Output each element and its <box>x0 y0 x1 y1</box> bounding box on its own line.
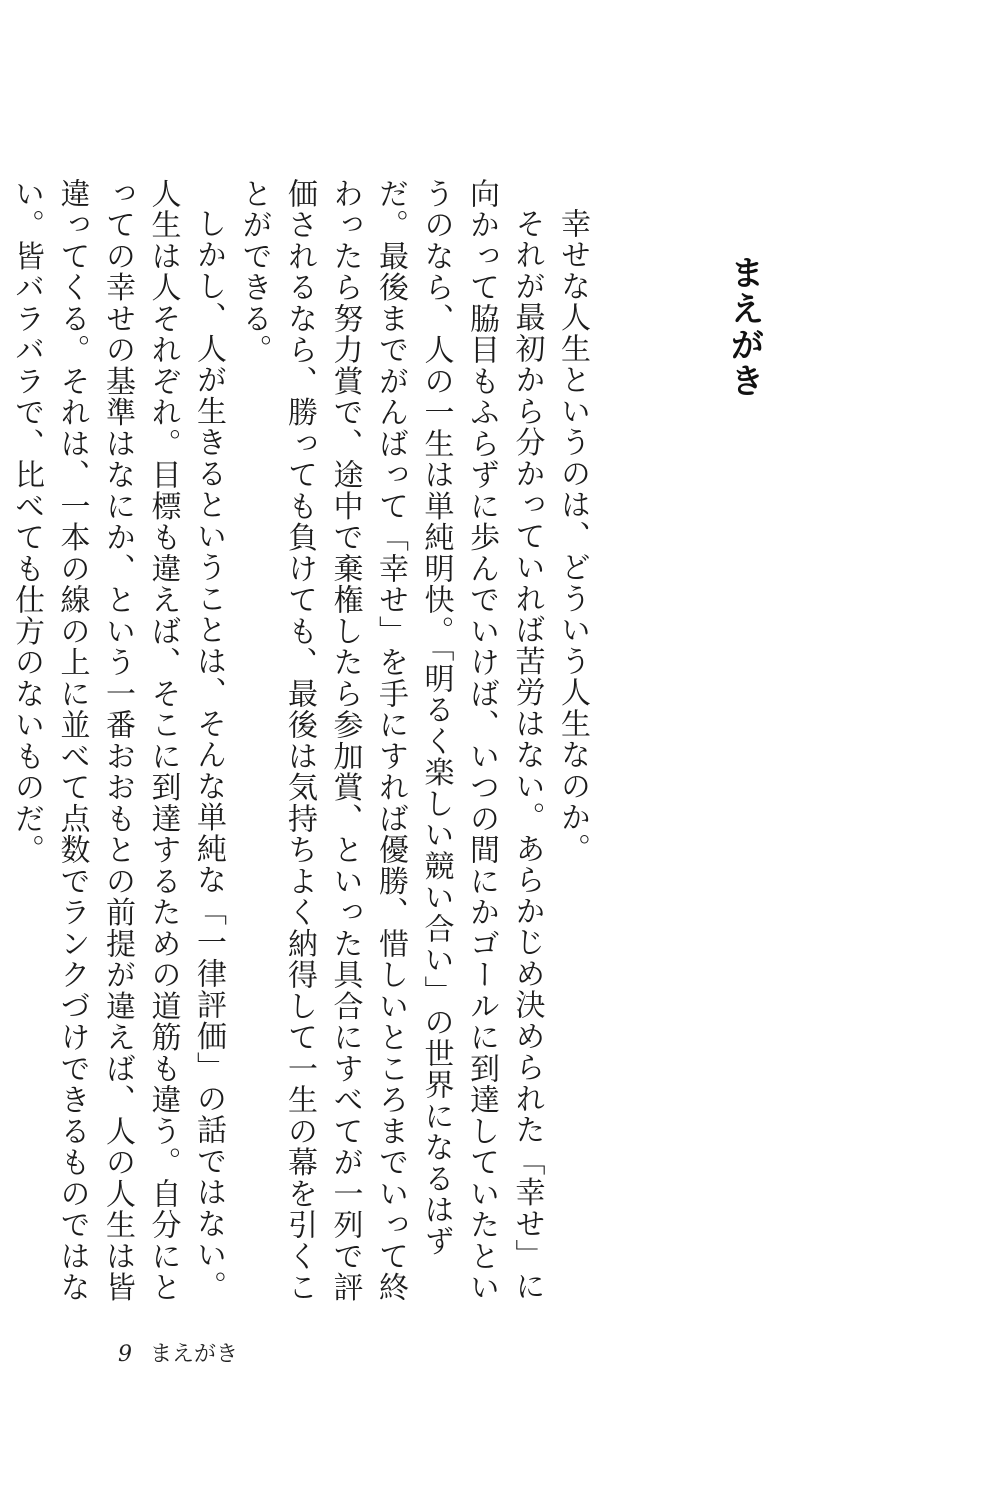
paragraph: しかし、人が生きるということは、そんな単純な「一律評価」の話ではない。人生は人それぞれ。目標も違えば、そこに到達するための道筋も違う。自分にとっての幸せの基準はなにか、という一番おおもとの前提が違えば、人の人生は皆違ってくる。それは、一本の線の上に並べて点数でランクづけできるものではない。皆バラバラで、比べても仕方のないものだ。 <box>9 178 226 1303</box>
running-title: まえがき <box>150 1342 239 1367</box>
paragraph: 幸せな人生というのは、どういう人生なのか。 <box>555 208 590 865</box>
paragraph: それが最初から分かっていれば苦労はない。あらかじめ決められた「幸せ」に向かって脇目もふらずに歩んでいけば、いつの間にかゴールに到達していたというのなら、人の一生は単純明快。「明るく楽しい競い合い」の世界になるはずだ。最後までがんばって「幸せ」を手にすれば優勝、惜しいところまでいって終わったら努力賞で、途中で棄権したら参加賞、といった具合にすべてが一列で評価されるなら、勝っても負けても、最後は気持ちよく納得して一生の幕を引くことができる。 <box>236 178 545 1303</box>
page-footer <box>118 1340 238 1370</box>
body-text <box>0 178 595 1308</box>
chapter-heading: まえがき <box>724 255 764 399</box>
page-number: 9 <box>118 1342 132 1367</box>
paragraph <box>0 178 4 1308</box>
